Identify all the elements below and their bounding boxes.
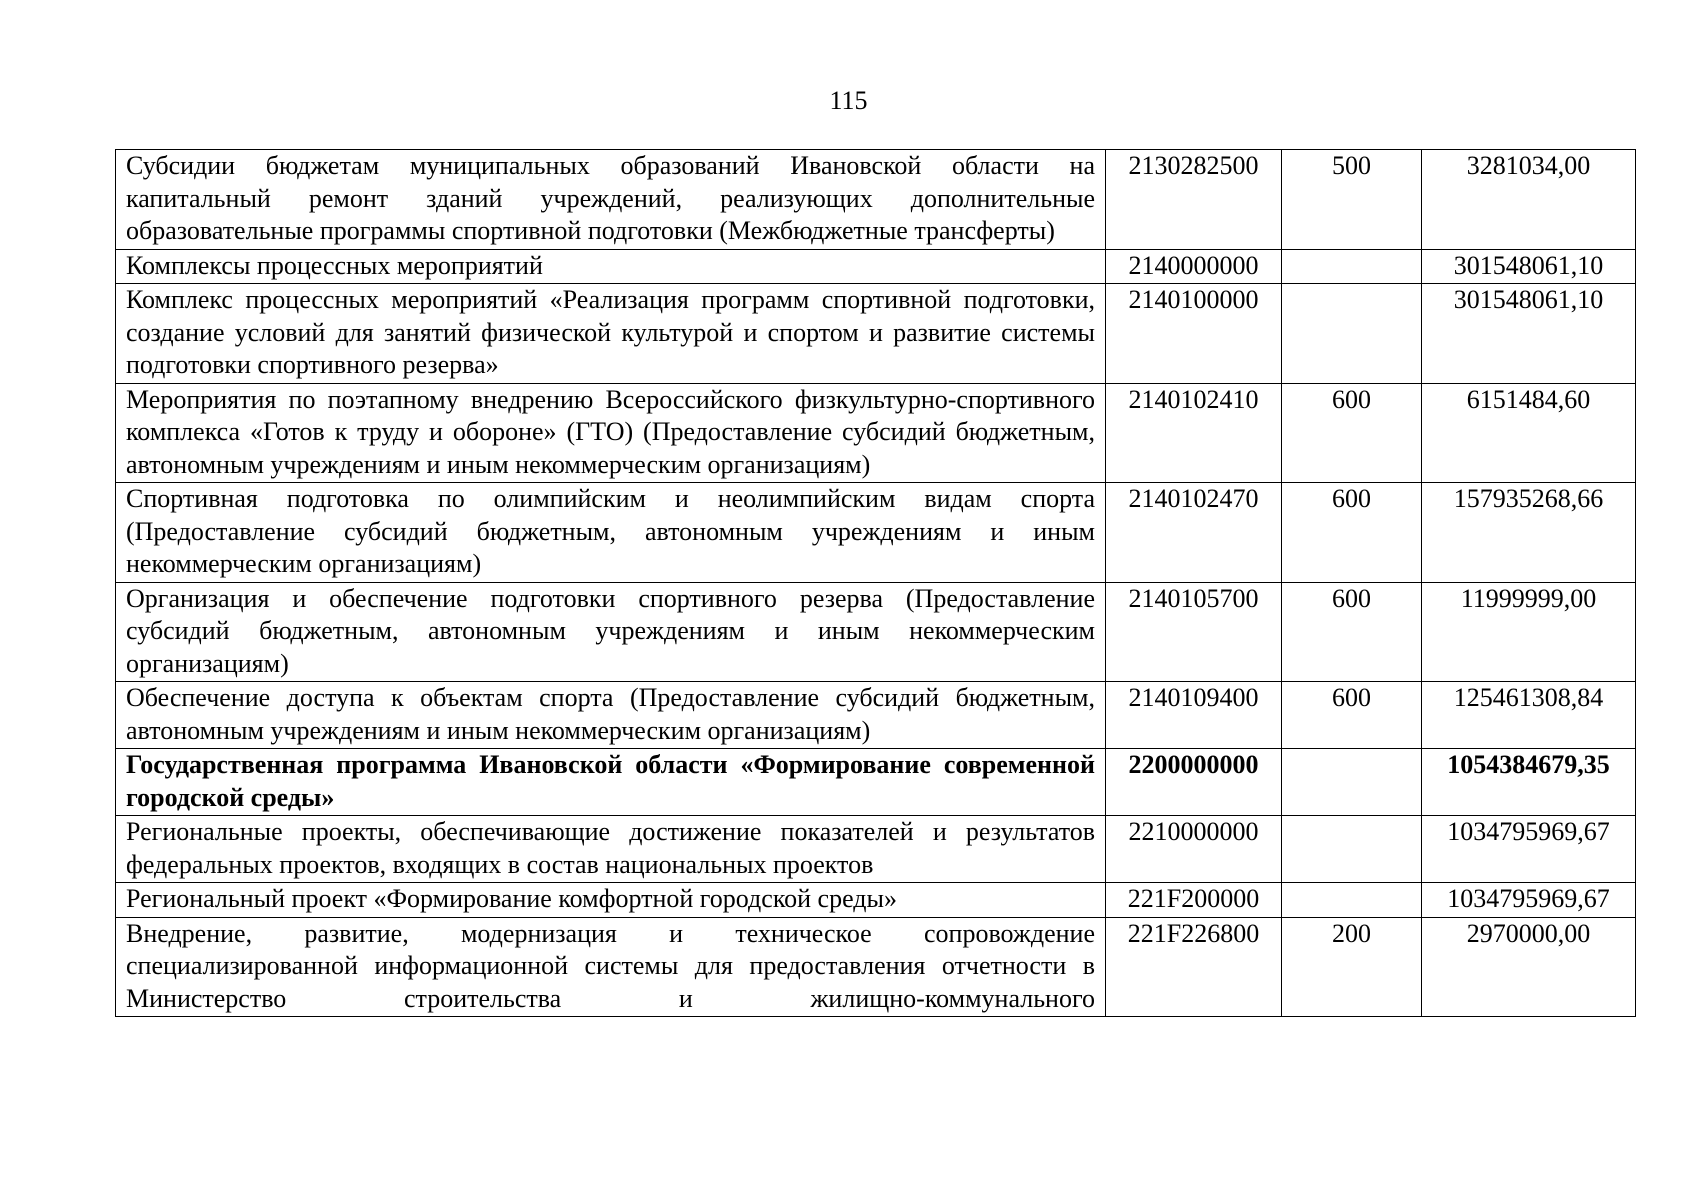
row-name-cell: Организация и обеспечение подготовки спортивного резерва (Предоставление субсидий бюджетным, автономным учреждениям и иным некоммерческим организациям) (116, 582, 1106, 682)
row-sum-cell: 6151484,60 (1422, 383, 1636, 483)
row-type-cell (1282, 284, 1422, 384)
row-sum-cell: 1054384679,35 (1422, 749, 1636, 816)
row-code-cell: 2140000000 (1106, 249, 1282, 284)
table-row (116, 383, 1636, 483)
row-sum-cell: 301548061,10 (1422, 284, 1636, 384)
row-name-cell: Региональный проект «Формирование комфортной городской среды» (116, 883, 1106, 918)
row-name-cell: Комплексы процессных мероприятий (116, 249, 1106, 284)
row-code-cell: 2140102410 (1106, 383, 1282, 483)
row-type-cell: 500 (1282, 150, 1422, 250)
row-sum-cell: 11999999,00 (1422, 582, 1636, 682)
table-row (116, 917, 1636, 1017)
row-type-cell (1282, 883, 1422, 918)
row-name-cell: Спортивная подготовка по олимпийским и неолимпийским видам спорта (Предоставление субсидий бюджетным, автономным учреждениям и иным некоммерческим организациям) (116, 483, 1106, 583)
row-sum-cell: 2970000,00 (1422, 917, 1636, 1017)
row-type-cell: 600 (1282, 582, 1422, 682)
row-type-cell: 600 (1282, 682, 1422, 749)
row-type-cell (1282, 749, 1422, 816)
row-sum-cell: 1034795969,67 (1422, 816, 1636, 883)
table-row (116, 682, 1636, 749)
row-sum-cell: 3281034,00 (1422, 150, 1636, 250)
table-row (116, 249, 1636, 284)
row-code-cell: 2140105700 (1106, 582, 1282, 682)
row-code-cell: 2140109400 (1106, 682, 1282, 749)
row-name-cell: Комплекс процессных мероприятий «Реализация программ спортивной подготовки, создание условий для занятий физической культурой и спортом и развитие системы подготовки спортивного резерва» (116, 284, 1106, 384)
table-row (116, 816, 1636, 883)
row-code-cell: 2200000000 (1106, 749, 1282, 816)
row-code-cell: 2210000000 (1106, 816, 1282, 883)
row-sum-cell: 1034795969,67 (1422, 883, 1636, 918)
row-type-cell (1282, 816, 1422, 883)
budget-table (115, 149, 1636, 1017)
row-code-cell: 2130282500 (1106, 150, 1282, 250)
row-name-cell: Мероприятия по поэтапному внедрению Всероссийского физкультурно-спортивного комплекса «Готов к труду и обороне» (ГТО) (Предоставление субсидий бюджетным, автономным учреждениям и иным некоммерческим организациям) (116, 383, 1106, 483)
row-name-cell: Обеспечение доступа к объектам спорта (Предоставление субсидий бюджетным, автономным учреждениям и иным некоммерческим организациям) (116, 682, 1106, 749)
budget-table-body (116, 150, 1636, 1017)
table-row-program-total (116, 749, 1636, 816)
table-row (116, 883, 1636, 918)
row-sum-cell: 301548061,10 (1422, 249, 1636, 284)
row-name-cell: Внедрение, развитие, модернизация и техническое сопровождение специализированной информационной системы для предоставления отчетности в Министерство строительства и жилищно-коммунального (116, 917, 1106, 1017)
table-row (116, 150, 1636, 250)
row-sum-cell: 157935268,66 (1422, 483, 1636, 583)
row-code-cell: 2140102470 (1106, 483, 1282, 583)
row-code-cell: 221F200000 (1106, 883, 1282, 918)
row-name-cell: Государственная программа Ивановской области «Формирование современной городской среды» (116, 749, 1106, 816)
table-row (116, 582, 1636, 682)
row-name-cell: Субсидии бюджетам муниципальных образований Ивановской области на капитальный ремонт зданий учреждений, реализующих дополнительные образовательные программы спортивной подготовки (Межбюджетные трансферты) (116, 150, 1106, 250)
row-type-cell: 600 (1282, 383, 1422, 483)
table-row (116, 284, 1636, 384)
row-type-cell: 600 (1282, 483, 1422, 583)
row-type-cell: 200 (1282, 917, 1422, 1017)
row-code-cell: 221F226800 (1106, 917, 1282, 1017)
table-row (116, 483, 1636, 583)
row-name-cell: Региональные проекты, обеспечивающие достижение показателей и результатов федеральных проектов, входящих в состав национальных проектов (116, 816, 1106, 883)
row-sum-cell: 125461308,84 (1422, 682, 1636, 749)
page-number: 115 (829, 86, 868, 115)
row-type-cell (1282, 249, 1422, 284)
row-code-cell: 2140100000 (1106, 284, 1282, 384)
